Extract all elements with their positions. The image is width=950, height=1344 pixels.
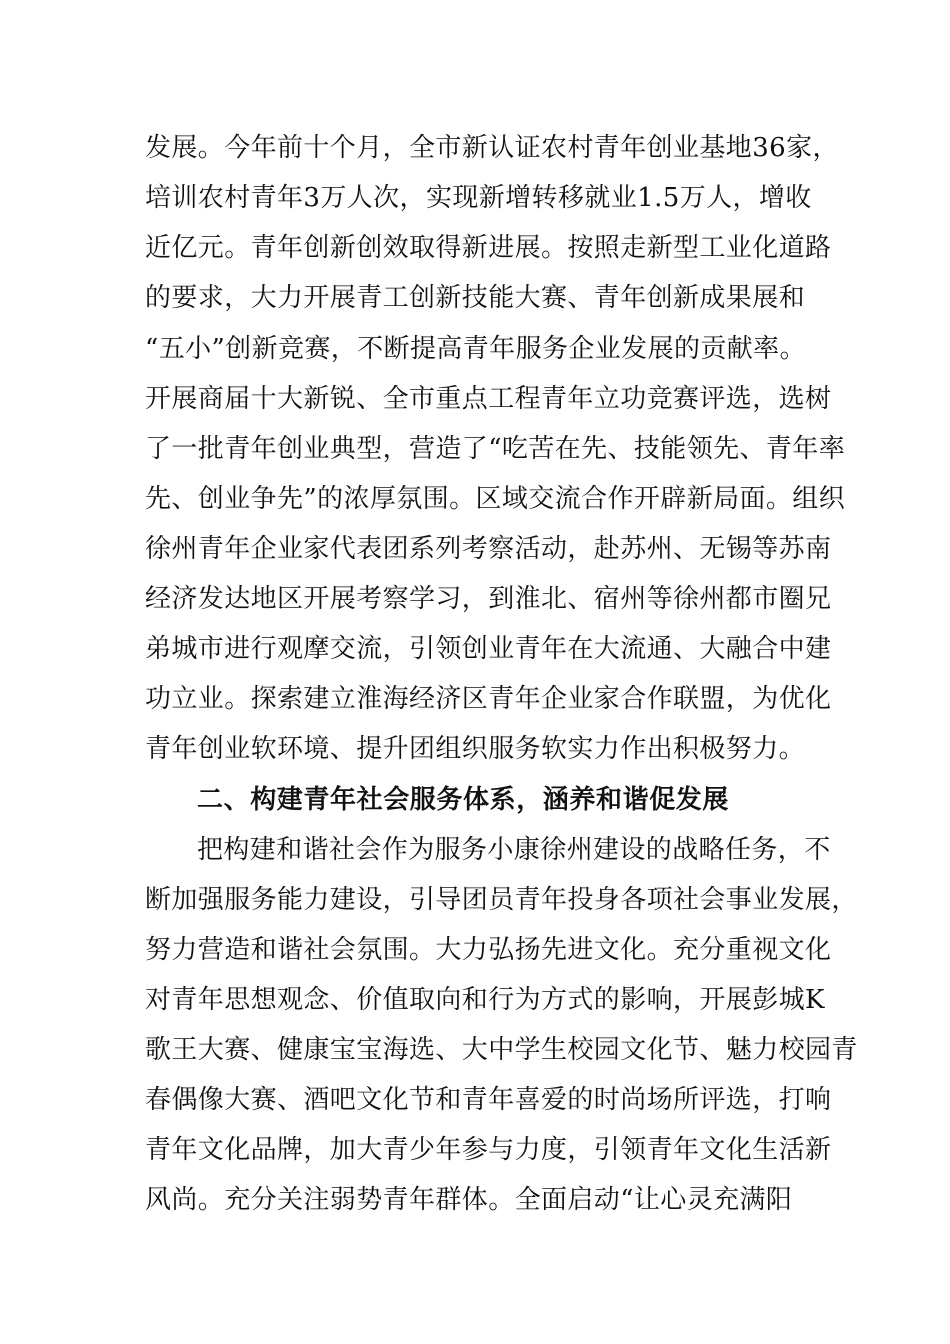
paragraph-line: 的要求，大力开展青工创新技能大赛、青年创新成果展和	[145, 283, 806, 313]
paragraph-line: 对青年思想观念、价值取向和行为方式的影响，开展彭城K	[145, 985, 825, 1015]
paragraph-line: 发展。今年前十个月，全市新认证农村青年创业基地36家，	[145, 133, 839, 163]
paragraph-line: 经济发达地区开展考察学习，到淮北、宿州等徐州都市圈兄	[145, 584, 832, 614]
paragraph-line: 努力营造和谐社会氛围。大力弘扬先进文化。充分重视文化	[145, 935, 832, 965]
paragraph-line: 断加强服务能力建设，引导团员青年投身各项社会事业发展，	[145, 885, 858, 915]
paragraph-line: 开展商届十大新锐、全市重点工程青年立功竞赛评选，选树	[145, 384, 832, 414]
paragraph-line: 了一批青年创业典型，营造了“吃苦在先、技能领先、青年率	[145, 434, 846, 464]
section-heading: 二、构建青年社会服务体系，涵养和谐促发展	[197, 785, 730, 815]
paragraph-line: 歌王大赛、健康宝宝海选、大中学生校园文化节、魅力校园青	[145, 1035, 858, 1065]
paragraph-line: 青年文化品牌，加大青少年参与力度，引领青年文化生活新	[145, 1135, 832, 1165]
paragraph-line: 风尚。充分关注弱势青年群体。全面启动“让心灵充满阳	[145, 1185, 793, 1215]
paragraph-line: 弟城市进行观摩交流，引领创业青年在大流通、大融合中建	[145, 634, 832, 664]
paragraph-line: 徐州青年企业家代表团系列考察活动，赴苏州、无锡等苏南	[145, 534, 832, 564]
paragraph-line: 近亿元。青年创新创效取得新进展。按照走新型工业化道路	[145, 233, 832, 263]
paragraph-line: “五小”创新竞赛，不断提高青年服务企业发展的贡献率。	[145, 334, 806, 364]
paragraph-line: 先、创业争先”的浓厚氛围。区域交流合作开辟新局面。组织	[145, 484, 846, 514]
paragraph-line: 功立业。探索建立淮海经济区青年企业家合作联盟，为优化	[145, 684, 832, 714]
paragraph-line: 春偶像大赛、酒吧文化节和青年喜爱的时尚场所评选，打响	[145, 1085, 832, 1115]
paragraph-line: 青年创业软环境、提升团组织服务软实力作出积极努力。	[145, 734, 806, 764]
paragraph-line: 培训农村青年3万人次，实现新增转移就业1.5万人，增收	[145, 183, 812, 213]
paragraph-line: 把构建和谐社会作为服务小康徐州建设的战略任务，不	[197, 835, 831, 865]
